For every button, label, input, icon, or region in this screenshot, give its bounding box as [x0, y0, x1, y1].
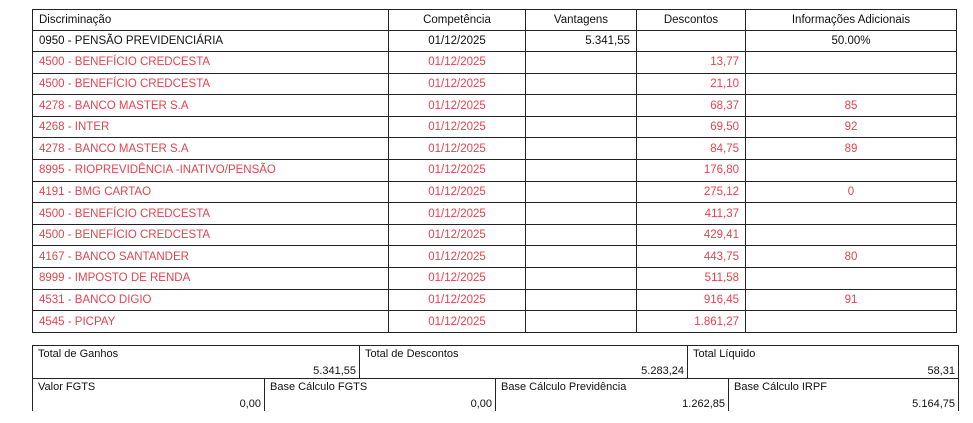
- label: Base Cálculo FGTS: [270, 381, 368, 393]
- table-row: [33, 181, 957, 203]
- value: 0,00: [239, 398, 261, 410]
- row-competencia: 01/12/2025: [389, 160, 526, 182]
- row-competencia: 01/12/2025: [389, 138, 526, 160]
- label: Total de Descontos: [365, 348, 459, 360]
- row-competencia: 01/12/2025: [389, 203, 526, 225]
- row-competencia: 01/12/2025: [389, 289, 526, 311]
- totals-box: [32, 345, 959, 411]
- row-discriminacao: 4500 - BENEFÍCIO CREDCESTA: [33, 203, 389, 225]
- row-vantagens: [526, 52, 637, 74]
- header-vantagens: Vantagens: [526, 10, 637, 31]
- row-descontos: 275,12: [637, 181, 746, 203]
- row-informacoes: [746, 311, 957, 333]
- row-descontos: 176,80: [637, 160, 746, 182]
- table-row: [33, 52, 957, 74]
- row-discriminacao: 4278 - BANCO MASTER S.A: [33, 95, 389, 117]
- row-vantagens: [526, 160, 637, 182]
- row-informacoes: 89: [746, 138, 957, 160]
- row-vantagens: [526, 95, 637, 117]
- row-informacoes: [746, 268, 957, 290]
- label: Total Líquido: [693, 348, 756, 360]
- row-vantagens: 5.341,55: [526, 30, 637, 52]
- header-discriminacao: Discriminação: [33, 10, 389, 31]
- label: Base Cálculo Previdência: [501, 381, 627, 393]
- row-descontos: 84,75: [637, 138, 746, 160]
- row-vantagens: [526, 73, 637, 95]
- table-header: [33, 10, 957, 31]
- bases-row: [33, 378, 958, 411]
- row-discriminacao: 8995 - RIOPREVIDÊNCIA -INATIVO/PENSÃO: [33, 160, 389, 182]
- value: 5.283,24: [641, 365, 684, 377]
- value: 5.341,55: [313, 365, 356, 377]
- row-vantagens: [526, 138, 637, 160]
- table-row: [33, 73, 957, 95]
- row-descontos: 21,10: [637, 73, 746, 95]
- row-discriminacao: 4531 - BANCO DIGIO: [33, 289, 389, 311]
- row-vantagens: [526, 311, 637, 333]
- row-descontos: 1.861,27: [637, 311, 746, 333]
- table-row: [33, 203, 957, 225]
- row-competencia: 01/12/2025: [389, 311, 526, 333]
- table-row: [33, 311, 957, 333]
- row-discriminacao: 4545 - PICPAY: [33, 311, 389, 333]
- table-row: [33, 289, 957, 311]
- row-informacoes: 0: [746, 181, 957, 203]
- row-vantagens: [526, 181, 637, 203]
- row-informacoes: [746, 52, 957, 74]
- label: Total de Ganhos: [38, 348, 119, 360]
- value: 0,00: [470, 398, 492, 410]
- row-discriminacao: 8999 - IMPOSTO DE RENDA: [33, 268, 389, 290]
- row-competencia: 01/12/2025: [389, 30, 526, 52]
- row-descontos: 68,37: [637, 95, 746, 117]
- row-discriminacao: 0950 - PENSÃO PREVIDENCIÁRIA: [33, 30, 389, 52]
- table-row: [33, 224, 957, 246]
- row-discriminacao: 4191 - BMG CARTAO: [33, 181, 389, 203]
- valor-fgts: [33, 379, 264, 411]
- row-informacoes: [746, 160, 957, 182]
- row-competencia: 01/12/2025: [389, 73, 526, 95]
- row-descontos: 429,41: [637, 224, 746, 246]
- label: Base Cálculo IRPF: [734, 381, 827, 393]
- table-row: [33, 95, 957, 117]
- row-informacoes: [746, 224, 957, 246]
- row-discriminacao: 4500 - BENEFÍCIO CREDCESTA: [33, 73, 389, 95]
- row-descontos: 443,75: [637, 246, 746, 268]
- base-calculo-fgts: [264, 379, 495, 411]
- row-informacoes: [746, 73, 957, 95]
- row-descontos: 69,50: [637, 116, 746, 138]
- table-row: [33, 116, 957, 138]
- header-informacoes: Informações Adicionais: [746, 10, 957, 31]
- totals-row: [33, 346, 958, 378]
- row-informacoes: 92: [746, 116, 957, 138]
- row-informacoes: 91: [746, 289, 957, 311]
- total-descontos: [359, 346, 687, 378]
- row-informacoes: 50.00%: [746, 30, 957, 52]
- label: Valor FGTS: [38, 381, 96, 393]
- row-informacoes: [746, 203, 957, 225]
- table-row: [33, 30, 957, 52]
- row-vantagens: [526, 246, 637, 268]
- row-discriminacao: 4500 - BENEFÍCIO CREDCESTA: [33, 52, 389, 74]
- row-vantagens: [526, 203, 637, 225]
- row-competencia: 01/12/2025: [389, 224, 526, 246]
- row-competencia: 01/12/2025: [389, 95, 526, 117]
- row-competencia: 01/12/2025: [389, 52, 526, 74]
- row-discriminacao: 4268 - INTER: [33, 116, 389, 138]
- base-calculo-irpf: [728, 379, 958, 411]
- row-discriminacao: 4167 - BANCO SANTANDER: [33, 246, 389, 268]
- header-descontos: Descontos: [637, 10, 746, 31]
- payslip-table: [32, 9, 957, 333]
- row-competencia: 01/12/2025: [389, 116, 526, 138]
- row-competencia: 01/12/2025: [389, 181, 526, 203]
- table-row: [33, 246, 957, 268]
- value: 58,31: [927, 365, 955, 377]
- row-descontos: 13,77: [637, 52, 746, 74]
- table-row: [33, 138, 957, 160]
- row-vantagens: [526, 289, 637, 311]
- header-competencia: Competência: [389, 10, 526, 31]
- row-descontos: 511,58: [637, 268, 746, 290]
- row-descontos: [637, 30, 746, 52]
- base-calculo-previdencia: [495, 379, 728, 411]
- row-discriminacao: 4500 - BENEFÍCIO CREDCESTA: [33, 224, 389, 246]
- table-row: [33, 268, 957, 290]
- row-vantagens: [526, 224, 637, 246]
- row-vantagens: [526, 268, 637, 290]
- row-vantagens: [526, 116, 637, 138]
- row-descontos: 916,45: [637, 289, 746, 311]
- row-descontos: 411,37: [637, 203, 746, 225]
- row-competencia: 01/12/2025: [389, 268, 526, 290]
- row-competencia: 01/12/2025: [389, 246, 526, 268]
- total-liquido: [687, 346, 958, 378]
- total-ganhos: [33, 346, 359, 378]
- row-informacoes: 85: [746, 95, 957, 117]
- value: 5.164,75: [912, 398, 955, 410]
- value: 1.262,85: [682, 398, 725, 410]
- row-discriminacao: 4278 - BANCO MASTER S.A: [33, 138, 389, 160]
- row-informacoes: 80: [746, 246, 957, 268]
- table-row: [33, 160, 957, 182]
